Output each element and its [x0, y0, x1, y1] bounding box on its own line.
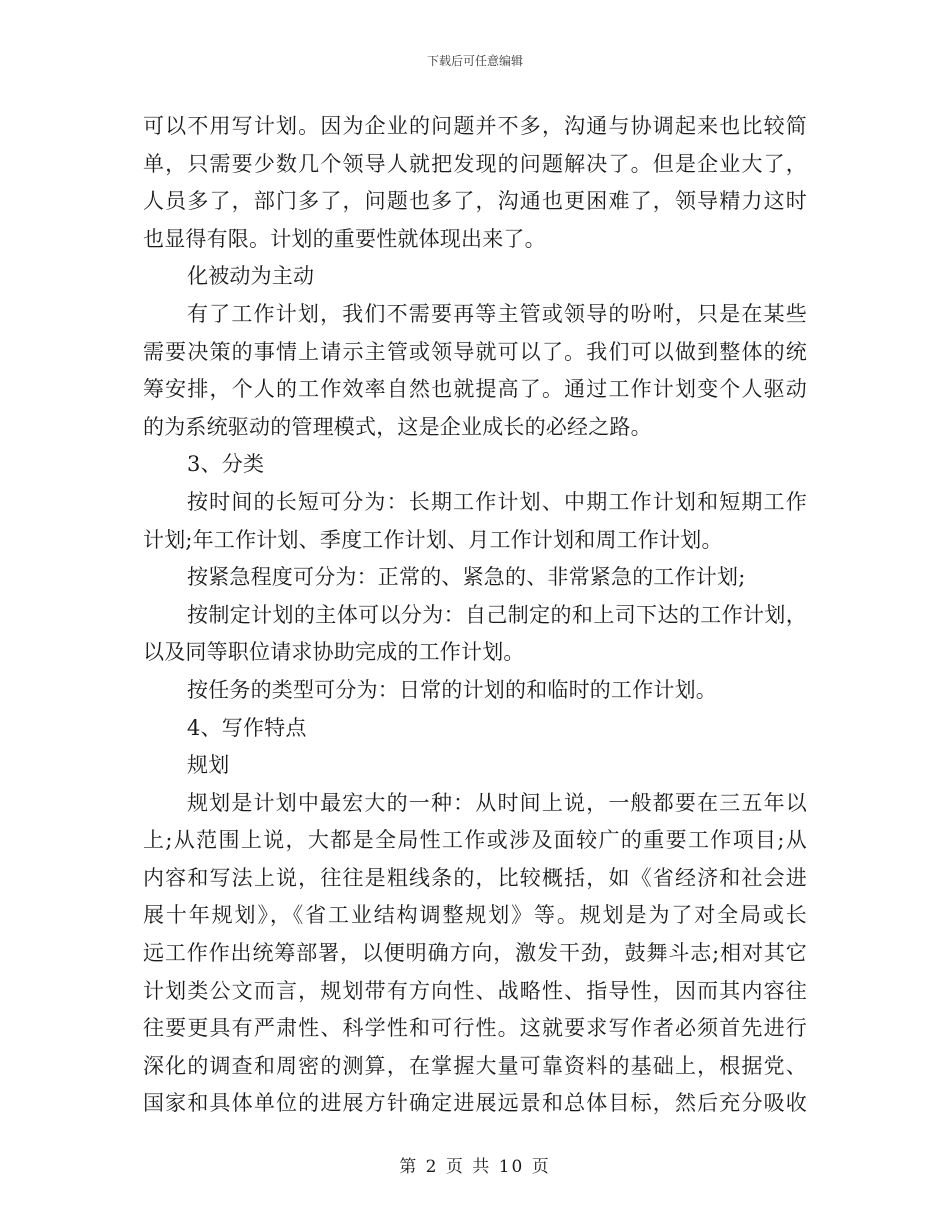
text-line: 以及同等职位请求协助完成的工作计划。 [143, 640, 525, 665]
text-line: 人员多了，部门多了，问题也多了，沟通也更困难了，领导精力这时 [143, 189, 807, 214]
page-header: 下载后可任意编辑 [426, 54, 523, 68]
text-line: 规划是计划中最宏大的一种：从时间上说，一般都要在三五年以 [187, 790, 807, 815]
text-line: 按紧急程度可分为：正常的、紧急的、非常紧急的工作计划; [187, 565, 746, 590]
text-line: 筹安排，个人的工作效率自然也就提高了。通过工作计划变个人驱动 [143, 377, 807, 402]
text-line: 国家和具体单位的进展方针确定进展远景和总体目标，然后充分吸收 [143, 1091, 807, 1116]
text-line: 可以不用写计划。因为企业的问题并不多，沟通与协调起来也比较简 [143, 114, 807, 138]
document-body [143, 108, 807, 1123]
text-line: 内容和写法上说，往往是粗线条的，比较概括，如《省经济和社会进 [143, 865, 807, 890]
text-line: 单，只需要少数几个领导人就把发现的问题解决了。但是企业大了， [143, 151, 807, 176]
text-line: 3、分类 [187, 452, 265, 477]
text-line: 4、写作特点 [187, 715, 307, 740]
text-line: 按任务的类型可分为：日常的计划的和临时的工作计划。 [187, 677, 717, 702]
text-line: 化被动为主动 [187, 264, 315, 289]
text-line: 往要更具有严肃性、科学性和可行性。这就要求写作者必须首先进行 [143, 1016, 807, 1041]
text-line: 按时间的长短可分为：长期工作计划、中期工作计划和短期工作 [187, 489, 807, 514]
text-line: 上;从范围上说，大都是全局性工作或涉及面较广的重要工作项目;从 [143, 828, 807, 853]
text-line: 远工作作出统筹部署，以便明确方向，激发干劲，鼓舞斗志;相对其它 [143, 941, 807, 966]
text-line: 需要决策的事情上请示主管或领导就可以了。我们可以做到整体的统 [143, 339, 807, 364]
text-line: 规划 [187, 753, 230, 778]
text-line: 的为系统驱动的管理模式，这是企业成长的必经之路。 [143, 414, 652, 439]
text-line: 深化的调查和周密的测算，在掌握大量可靠资料的基础上，根据党、 [143, 1053, 807, 1078]
text-line: 有了工作计划，我们不需要再等主管或领导的吩咐，只是在某些 [187, 301, 807, 326]
text-line: 按制定计划的主体可以分为：自己制定的和上司下达的工作计划， [187, 602, 807, 627]
text-line: 也显得有限。计划的重要性就体现出来了。 [143, 226, 546, 251]
text-line: 计划;年工作计划、季度工作计划、月工作计划和周工作计划。 [143, 527, 723, 552]
page-footer: 第 2 页 共 10 页 [399, 1157, 551, 1177]
text-line: 展十年规划》，《省工业结构调整规划》等。规划是为了对全局或长 [143, 903, 807, 928]
text-line: 计划类公文而言，规划带有方向性、战略性、指导性，因而其内容往 [143, 978, 807, 1003]
